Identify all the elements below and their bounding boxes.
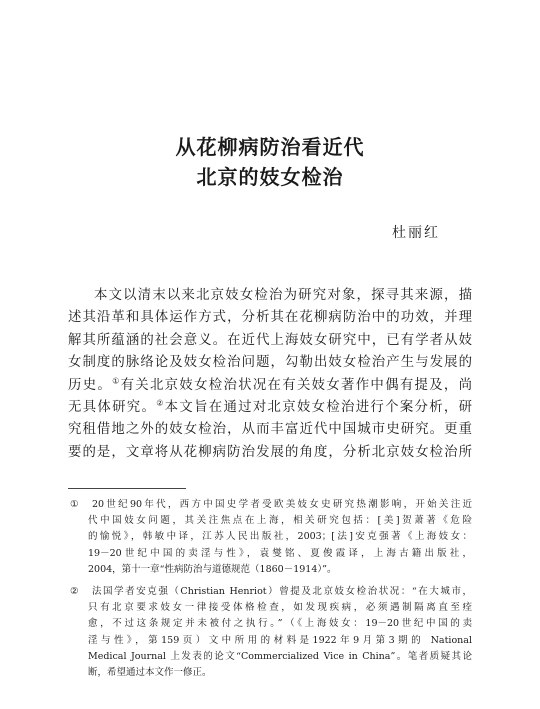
footnote-line: 法国学者安克强（Christian Henriot）曾提及北京妓女检治状况：“在大城市， — [92, 585, 472, 597]
footnote-line: 代中国妓女问题，其关注焦点在上海，相关研究包括：[美]贺萧著《危险 — [88, 515, 472, 527]
body-line — [68, 375, 472, 397]
body-text: 本文旨在通过对北京妓女检治进行个案分析，研 — [164, 399, 472, 415]
body-line — [68, 397, 472, 419]
footnote-line: 20世纪90年代，西方中国史学者受欧美妓女史研究热潮影响，开始关注近 — [92, 499, 472, 510]
author-name: 杜丽红 — [392, 225, 440, 241]
footnote-2 — [70, 584, 472, 681]
footnote-line: 愈，不过这条规定并未被付之执行。”（《上海妓女：19－20世纪中国的卖 — [88, 618, 472, 630]
footnote-divider — [68, 488, 186, 489]
article-title-line-1: 从花柳病防治看近代 — [175, 135, 365, 159]
footnote-line: 2004，第十一章“性病防治与道德规范（1860－1914）”。 — [88, 563, 337, 575]
footnote-ref-1[interactable]: ① — [112, 376, 121, 386]
body-text: 历史。 — [68, 377, 113, 393]
footnote-line: Medical Journal 上发表的论文“Commercialized Vice in China”。笔者质疑其论 — [88, 650, 472, 662]
body-line: 解其所蕴涵的社会意义。在近代上海妓女研究中，已有学者从妓 — [68, 332, 472, 348]
footnote-ref-2[interactable]: ② — [156, 398, 165, 408]
footnote-line: 淫与性》，第159页）文中所用的材料是1922年9月第3期的 National — [88, 634, 472, 646]
body-text: 无具体研究。 — [68, 399, 157, 415]
footnote-line: 只有北京要求妓女一律接受体格检查，如发现疾病，必须遇制隔离直至痊 — [88, 602, 472, 614]
body-text: 有关北京妓女检治状况在有关妓女著作中偶有提及，尚 — [120, 377, 472, 393]
footnote-line: 的愉悦》，韩敏中译，江苏人民出版社，2003；[法]安克强著《上海妓女： — [88, 531, 472, 543]
footnote-number: ② — [70, 585, 79, 597]
footnote-number: ① — [70, 499, 79, 510]
body-line: 本文以清末以来北京妓女检治为研究对象，探寻其来源，描 — [94, 288, 472, 303]
body-line: 女制度的脉络论及妓女检治问题，勾勒出妓女检治产生与发展的 — [68, 355, 472, 371]
footnotes — [70, 497, 472, 687]
body-line: 述其沿革和具体运作方式，分析其在花柳病防治中的功效，并理 — [68, 310, 472, 326]
footnote-1 — [70, 497, 472, 578]
article-title-line-2: 北京的妓女检治 — [196, 165, 344, 189]
body-line: 要的是，文章将从花柳病防治发展的角度，分析北京妓女检治所 — [68, 444, 472, 460]
body-line: 究租借地之外的妓女检治，从而丰富近代中国城市史研究。更重 — [68, 422, 472, 438]
footnote-line: 19－20世纪中国的卖淫与性》，袁燮铭、夏俊霞译，上海古籍出版社， — [88, 547, 472, 559]
body-paragraph — [68, 285, 472, 464]
footnote-line: 断，希望通过本文作一修正。 — [88, 666, 212, 678]
